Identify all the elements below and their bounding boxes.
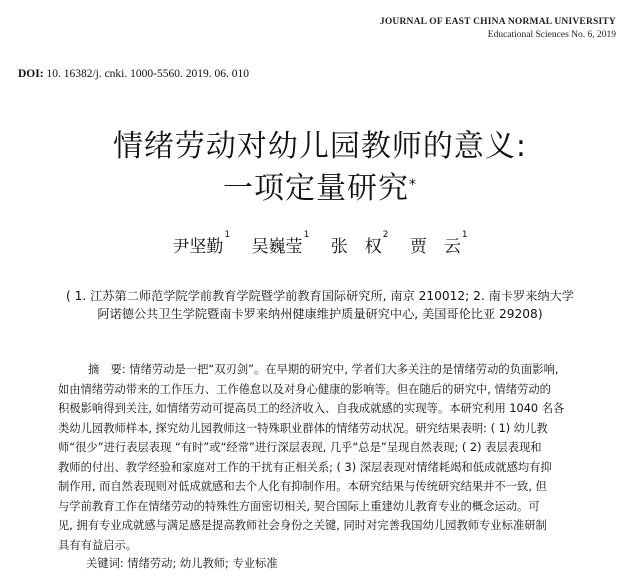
abstract-line: 教师的付出、教学经验和家庭对工作的干扰有正相关系; ( 3) 深层表现对情绪耗竭和低成就感均有抑 — [58, 460, 552, 474]
author — [409, 230, 468, 257]
abstract-line: 如由情绪劳动带来的工作压力、工作倦怠以及对身心健康的影响等。但在随后的研究中, 情绪劳动的 — [58, 382, 551, 396]
author-affil-mark: 1 — [461, 230, 468, 240]
journal-name: JOURNAL OF EAST CHINA NORMAL UNIVERSITY — [379, 17, 616, 27]
abstract-line: 与学前教育工作在情绪劳动的特殊性方面密切相关, 契合国际上重建幼儿教育专业的概念运动。可 — [58, 499, 540, 513]
article-title — [0, 126, 640, 210]
author-affil-mark: 1 — [303, 230, 310, 240]
abstract-line: 见, 拥有专业成就感与满足感是提高教师社会身份之关键, 同时对完善我国幼儿园教师专业标准研制 — [58, 519, 547, 532]
affiliations — [14, 287, 626, 323]
author-name: 贾 云 — [409, 237, 461, 257]
doi-line — [18, 68, 249, 80]
author-list — [0, 232, 640, 257]
title-line-2 — [0, 168, 640, 210]
author — [330, 230, 389, 257]
affiliation-line-1: ( 1. 江苏第二师范学院学前教育学院暨学前教育国际研究所, 南京 210012; 2. 南卡罗来纳大学 — [66, 289, 574, 303]
abstract-line: 具有有益启示。 — [58, 538, 138, 552]
doi-value: 10. 16382/j. cnki. 1000-5560. 2019. 06. 010 — [46, 68, 249, 80]
author-name: 尹坚勤 — [172, 237, 224, 257]
affiliation-line-2: 阿诺德公共卫生学院暨南卡罗来纳州健康维护质量研究中心, 美国哥伦比亚 29208) — [97, 307, 543, 321]
author-affil-mark: 2 — [382, 230, 389, 240]
author-affil-mark: 1 — [224, 230, 231, 240]
abstract-line: 摘 要: 情绪劳动是一把“双刃剑”。在早期的研究中, 学者们大多关注的是情绪劳动的负面影响, — [88, 363, 559, 376]
author — [251, 230, 310, 257]
abstract-line: 积极影响得到关注, 如情绪劳动可提高员工的经济收入、自我成就感的实现等。本研究利用 1040 名各 — [58, 402, 565, 415]
abstract — [58, 360, 620, 555]
journal-header — [380, 16, 616, 42]
title-line-2-text: 一项定量研究 — [223, 171, 409, 206]
author — [172, 230, 231, 257]
abstract-line: 类幼儿园教师样本, 探究幼儿园教师这一特殊职业群体的情绪劳动状况。研究结果表明: ( 1) 幼儿教 — [58, 421, 548, 435]
author-name: 吴巍莹 — [251, 237, 303, 257]
journal-edition: Educational Sciences No. 6, 2019 — [487, 30, 616, 40]
title-footnote-mark: * — [409, 177, 417, 193]
title-line-1: 情绪劳动对幼儿园教师的意义: — [112, 129, 528, 164]
abstract-line: 制作用, 而自然表现则对低成就感和去个人化有抑制作用。本研究结果与传统研究结果并不一致, 但 — [58, 480, 547, 493]
author-name: 张 权 — [330, 237, 382, 257]
abstract-line: 师“很少”进行表层表现 “有时”或“经常”进行深层表现, 几乎“总是”呈现自然表现; ( 2) 表层表现和 — [58, 441, 542, 454]
doi-label: DOI: — [18, 68, 44, 80]
keywords: 关键词: 情绪劳动; 幼儿教师; 专业标准 — [86, 557, 278, 570]
